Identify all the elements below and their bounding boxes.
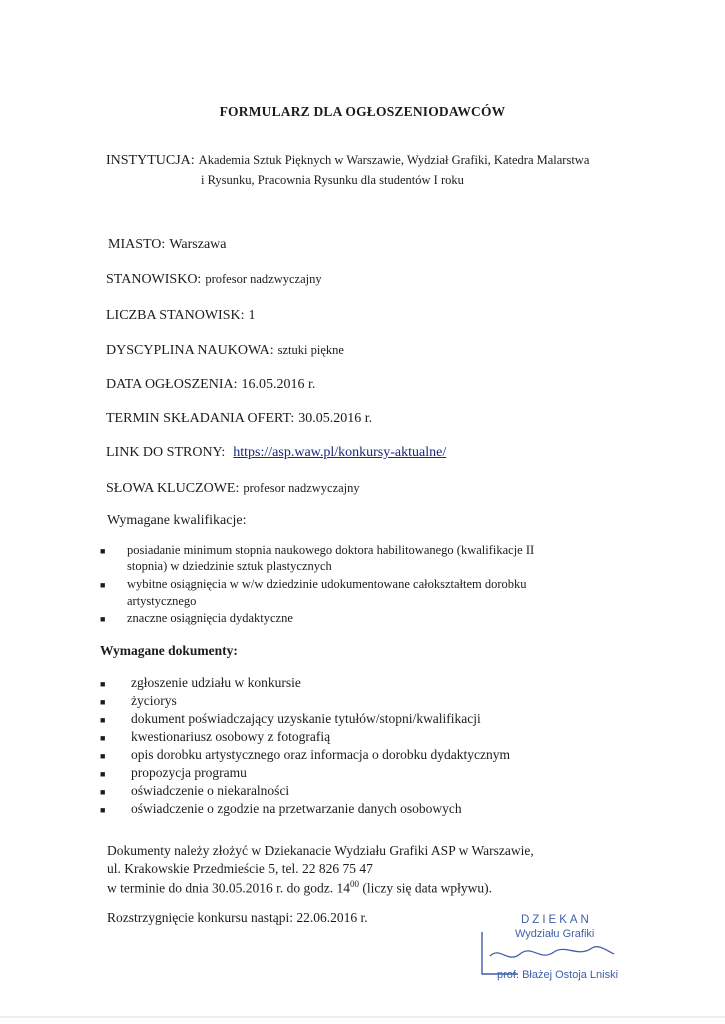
submission-deadline-text: w terminie do dnia 30.05.2016 r. do godz. 14 <box>107 880 350 896</box>
document-item: oświadczenie o niekaralności <box>131 783 290 798</box>
institution-row <box>106 151 589 169</box>
announcement-link[interactable]: https://asp.waw.pl/konkursy-aktualne/ <box>233 445 447 460</box>
page-bottom-edge <box>0 1016 725 1018</box>
stamp-department: Wydziału Grafiki <box>515 928 595 940</box>
position-row <box>106 270 322 288</box>
qualification-item-2-line2: artystycznego <box>127 594 197 608</box>
count-row <box>106 306 256 324</box>
qualification-item-1-line2: stopnia) w dziedzinie sztuk plastycznych <box>127 559 332 573</box>
institution-label: INSTYTUCJA: <box>106 153 195 168</box>
deadline-label: TERMIN SKŁADANIA OFERT: <box>106 411 295 426</box>
qualifications-heading: Wymagane kwalifikacje: <box>107 513 247 528</box>
bullet-icon: ■ <box>100 769 106 779</box>
submission-note: (liczy się data wpływu). <box>358 880 493 896</box>
bullet-icon: ■ <box>100 697 106 707</box>
bullet-icon: ■ <box>100 546 106 556</box>
qualification-item-2-line1: wybitne osiągnięcia w w/w dziedzinie udokumentowane całokształtem dorobku <box>127 577 527 591</box>
city-value: Warszawa <box>169 237 227 252</box>
bullet-icon: ■ <box>100 787 106 797</box>
position-value: profesor nadzwyczajny <box>205 272 322 286</box>
signature-stroke <box>490 947 614 957</box>
bullet-icon: ■ <box>100 805 106 815</box>
keywords-label: SŁOWA KLUCZOWE: <box>106 481 240 496</box>
document-item: kwestionariusz osobowy z fotografią <box>131 729 331 744</box>
document-item: zgłoszenie udziału w konkursie <box>131 675 301 690</box>
stamp-signatory: prof. Błażej Ostoja Lniski <box>497 969 619 981</box>
deadline-value: 30.05.2016 r. <box>298 411 373 426</box>
submission-line3 <box>107 879 492 897</box>
link-label: LINK DO STRONY: <box>106 445 226 460</box>
city-row <box>108 235 226 253</box>
document-item: życiorys <box>131 693 177 708</box>
announce-label: DATA OGŁOSZENIA: <box>106 377 238 392</box>
resolution-date: Rozstrzygnięcie konkursu nastąpi: 22.06.2016 r. <box>107 910 368 925</box>
submission-hour-superscript: 00 <box>349 879 359 889</box>
submission-line2: ul. Krakowskie Przedmieście 5, tel. 22 826 75 47 <box>107 861 373 876</box>
bullet-icon: ■ <box>100 679 106 689</box>
bullet-icon: ■ <box>100 715 106 725</box>
institution-value-line2: i Rysunku, Pracownia Rysunku dla studentów I roku <box>201 173 464 187</box>
qualification-item-1-line1: posiadanie minimum stopnia naukowego doktora habilitowanego (kwalifikacje II <box>127 543 535 557</box>
discipline-row <box>106 341 344 359</box>
submission-line1: Dokumenty należy złożyć w Dziekanacie Wydziału Grafiki ASP w Warszawie, <box>107 843 534 858</box>
link-row <box>106 443 446 461</box>
discipline-label: DYSCYPLINA NAUKOWA: <box>106 343 274 358</box>
keywords-value: profesor nadzwyczajny <box>243 481 360 495</box>
keywords-row <box>106 479 360 497</box>
count-value: 1 <box>248 308 256 323</box>
discipline-value: sztuki piękne <box>277 343 344 357</box>
bullet-icon: ■ <box>100 614 106 624</box>
bullet-icon: ■ <box>100 580 106 590</box>
qualification-item-3: znaczne osiągnięcia dydaktyczne <box>127 611 293 625</box>
institution-value-line1: Akademia Sztuk Pięknych w Warszawie, Wydział Grafiki, Katedra Malarstwa <box>198 153 590 167</box>
document-item: propozycja programu <box>131 765 247 780</box>
announce-row <box>106 375 315 393</box>
city-label: MIASTO: <box>108 237 166 252</box>
stamp-title: DZIEKAN <box>521 914 592 926</box>
bullet-icon: ■ <box>100 733 106 743</box>
position-label: STANOWISKO: <box>106 272 202 287</box>
document-item: oświadczenie o zgodzie na przetwarzanie danych osobowych <box>131 801 462 816</box>
bullet-icon: ■ <box>100 751 106 761</box>
count-label: LICZBA STANOWISK: <box>106 308 245 323</box>
deadline-row <box>106 409 372 427</box>
document-item: opis dorobku artystycznego oraz informacja o dorobku dydaktycznym <box>131 747 511 762</box>
announce-value: 16.05.2016 r. <box>241 377 316 392</box>
documents-heading: Wymagane dokumenty: <box>100 643 238 658</box>
document-item: dokument poświadczający uzyskanie tytułów/stopni/kwalifikacji <box>131 711 481 726</box>
form-title: FORMULARZ DLA OGŁOSZENIODAWCÓW <box>219 104 506 119</box>
